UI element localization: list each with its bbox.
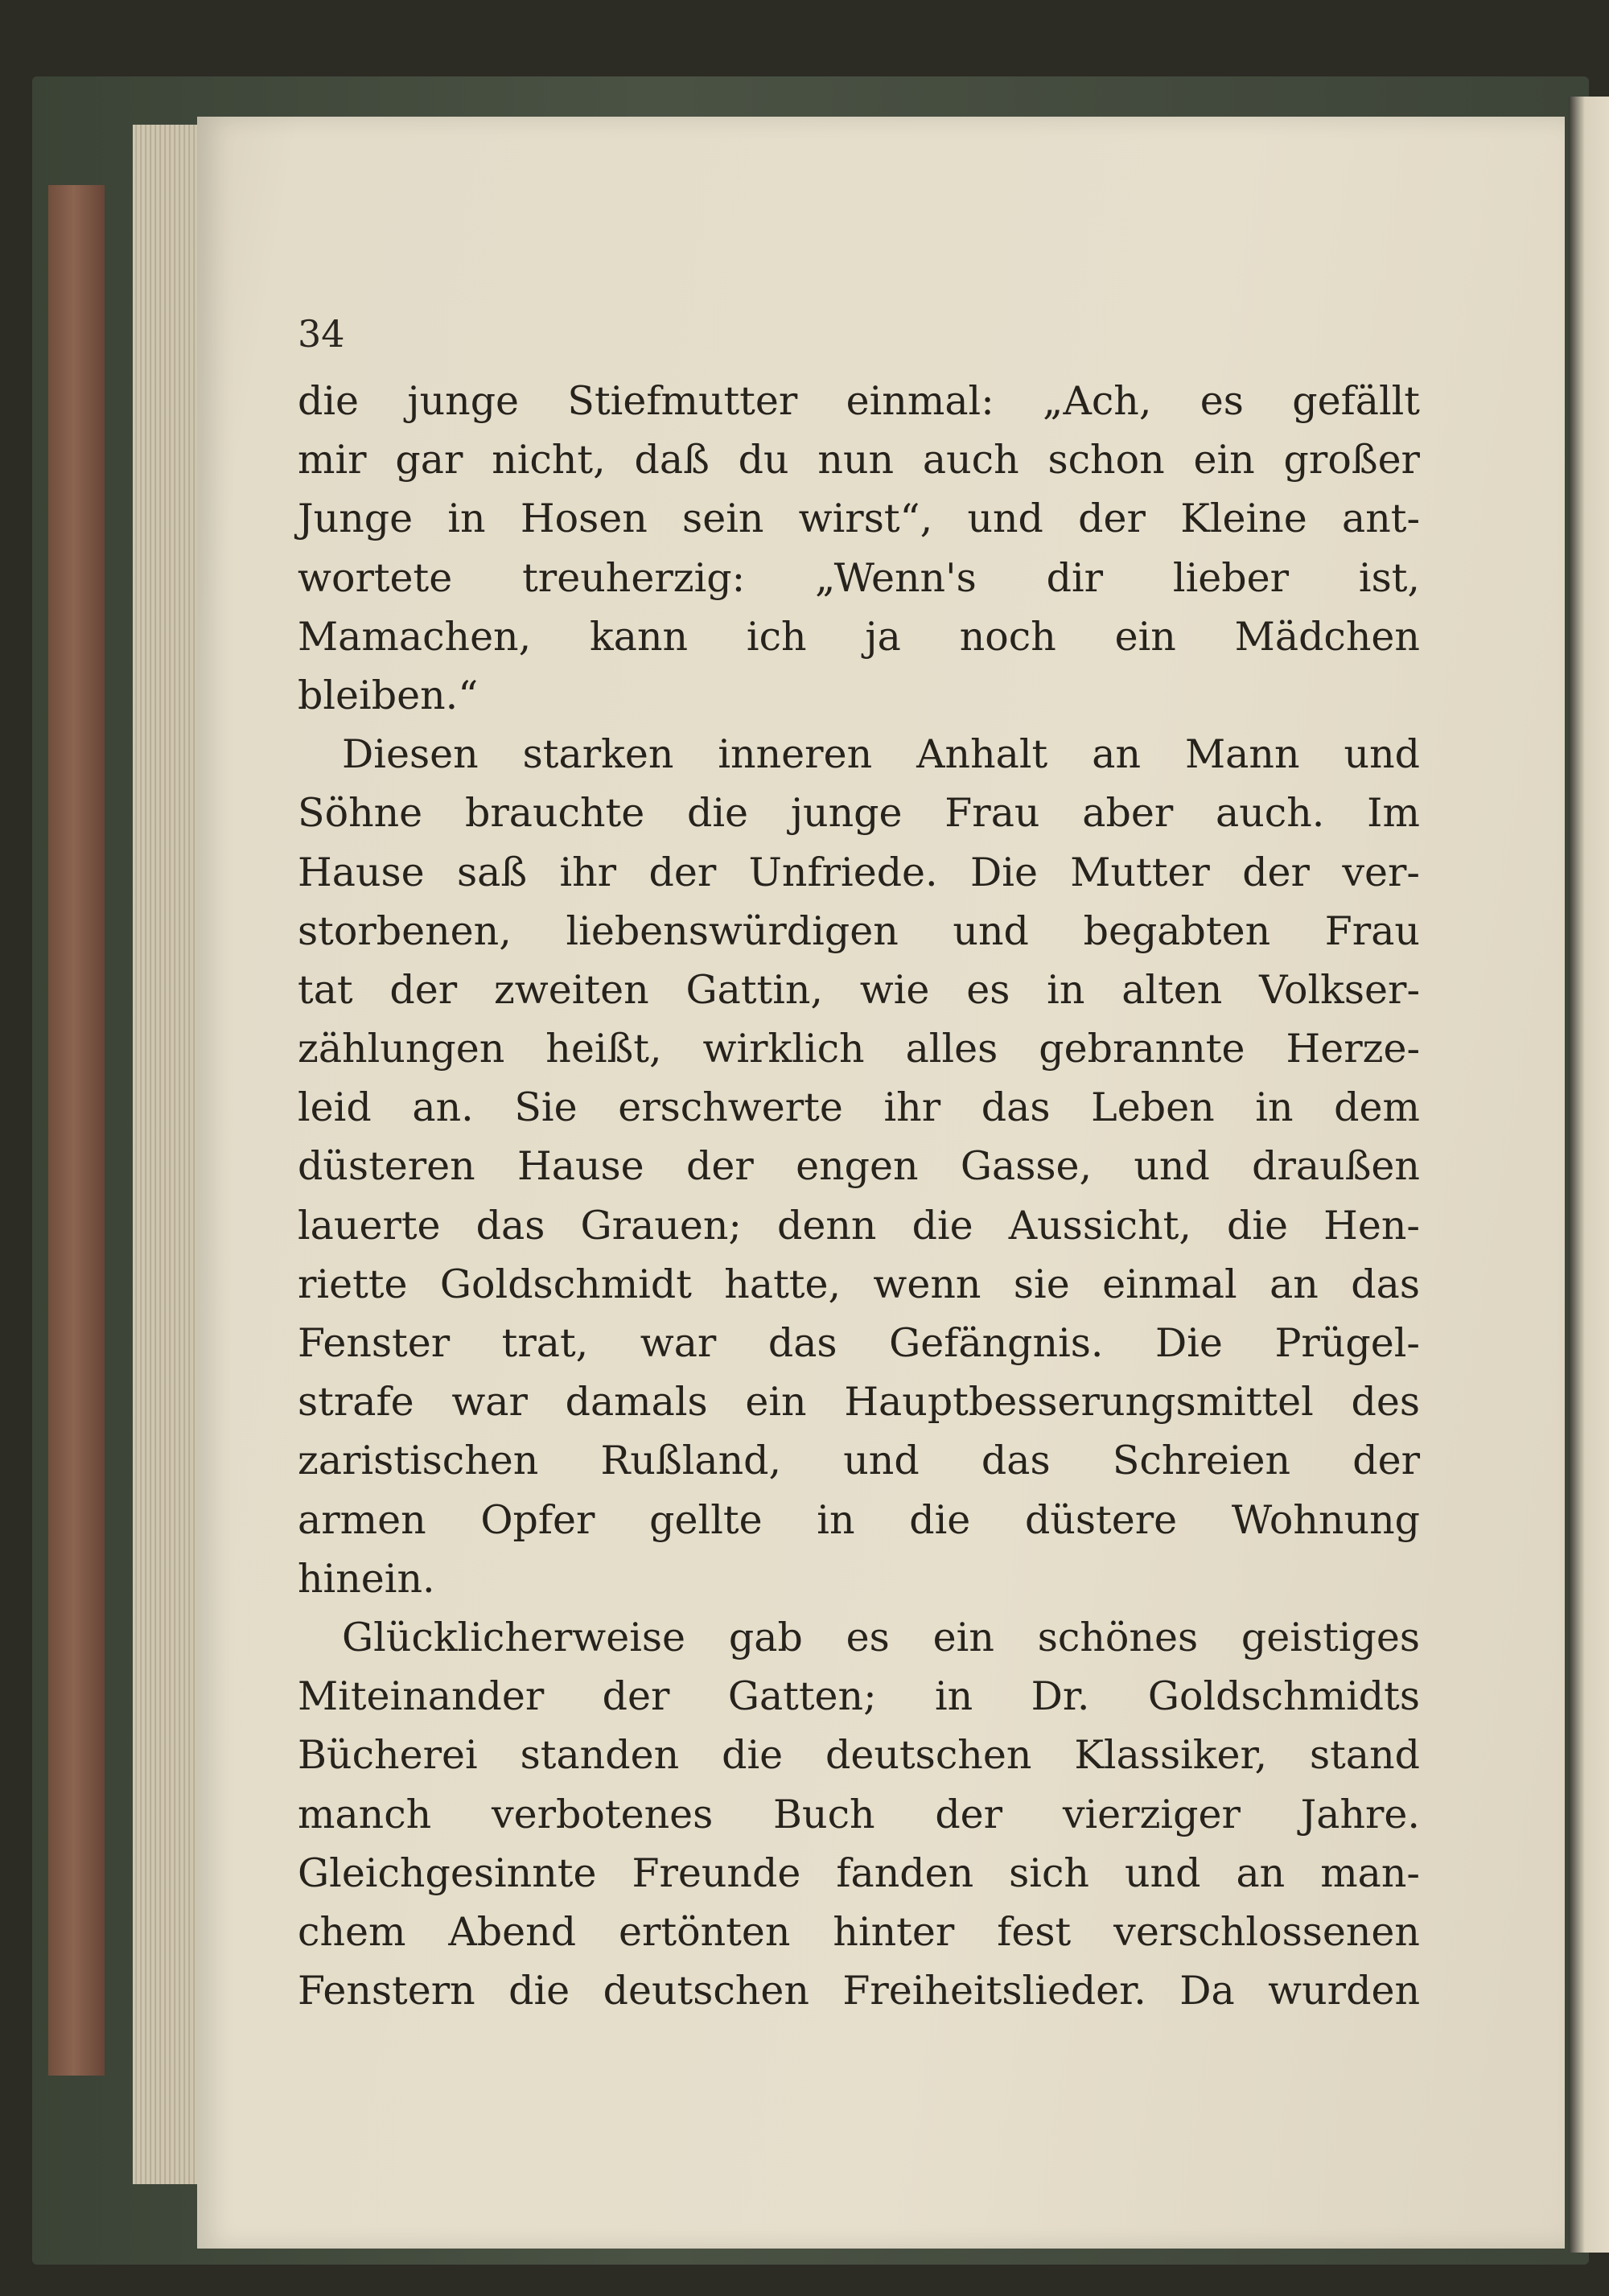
text-line: die junge Stiefmutter einmal: „Ach, es gefällt (298, 378, 1420, 424)
text-line: Junge in Hosen sein wirst“, und der Kleine ant- (298, 496, 1420, 542)
text-line: wortete treuherzig: „Wenn's dir lieber ist, (298, 554, 1420, 601)
text-line: riette Goldschmidt hatte, wenn sie einmal an das (298, 1261, 1420, 1307)
text-line: zählungen heißt, wirklich alles gebrannte Herze- (298, 1026, 1420, 1072)
text-line: düsteren Hause der engen Gasse, und draußen (298, 1143, 1420, 1190)
text-line: Miteinander der Gatten; in Dr. Goldschmidts (298, 1673, 1420, 1720)
text-line: hinein. (298, 1555, 435, 1602)
text-line: bleiben.“ (298, 672, 479, 718)
text-line: Diesen starken inneren Anhalt an Mann und (342, 731, 1420, 778)
text-line: Bücherei standen die deutschen Klassiker, stand (298, 1732, 1420, 1779)
text-line: Söhne brauchte die junge Frau aber auch. Im (298, 790, 1420, 837)
text-line: Hause saß ihr der Unfriede. Die Mutter der ver- (298, 849, 1420, 895)
text-line: storbenen, liebenswürdigen und begabten Frau (298, 907, 1420, 954)
text-line: Mamachen, kann ich ja noch ein Mädchen (298, 613, 1420, 660)
text-line: mir gar nicht, daß du nun auch schon ein großer (298, 437, 1420, 483)
page-text (298, 372, 1420, 2020)
text-line: Glücklicherweise gab es ein schönes geistiges (342, 1614, 1420, 1660)
text-line: Fenstern die deutschen Freiheitslieder. Da wurden (298, 1968, 1420, 2014)
text-line: manch verbotenes Buch der vierziger Jahre. (298, 1791, 1420, 1837)
text-line: lauerte das Grauen; denn die Aussicht, die Hen- (298, 1202, 1420, 1249)
text-line: leid an. Sie erschwerte ihr das Leben in dem (298, 1084, 1420, 1131)
cover-board-edge (48, 185, 105, 2076)
text-line: tat der zweiten Gattin, wie es in alten Volkser- (298, 966, 1420, 1013)
text-line: Fenster trat, war das Gefängnis. Die Prügel- (298, 1320, 1420, 1366)
text-line: Gleichgesinnte Freunde fanden sich und an man- (298, 1850, 1420, 1896)
page-edges (133, 125, 205, 2184)
text-line: zaristischen Rußland, und das Schreien der (298, 1438, 1420, 1484)
text-line: strafe war damals ein Hauptbesserungsmittel des (298, 1379, 1420, 1426)
text-line: chem Abend ertönten hinter fest verschlossenen (298, 1908, 1420, 1955)
facing-page-edge (1569, 97, 1609, 2253)
page-number: 34 (298, 312, 345, 356)
text-line: armen Opfer gellte in die düstere Wohnung (298, 1496, 1420, 1543)
